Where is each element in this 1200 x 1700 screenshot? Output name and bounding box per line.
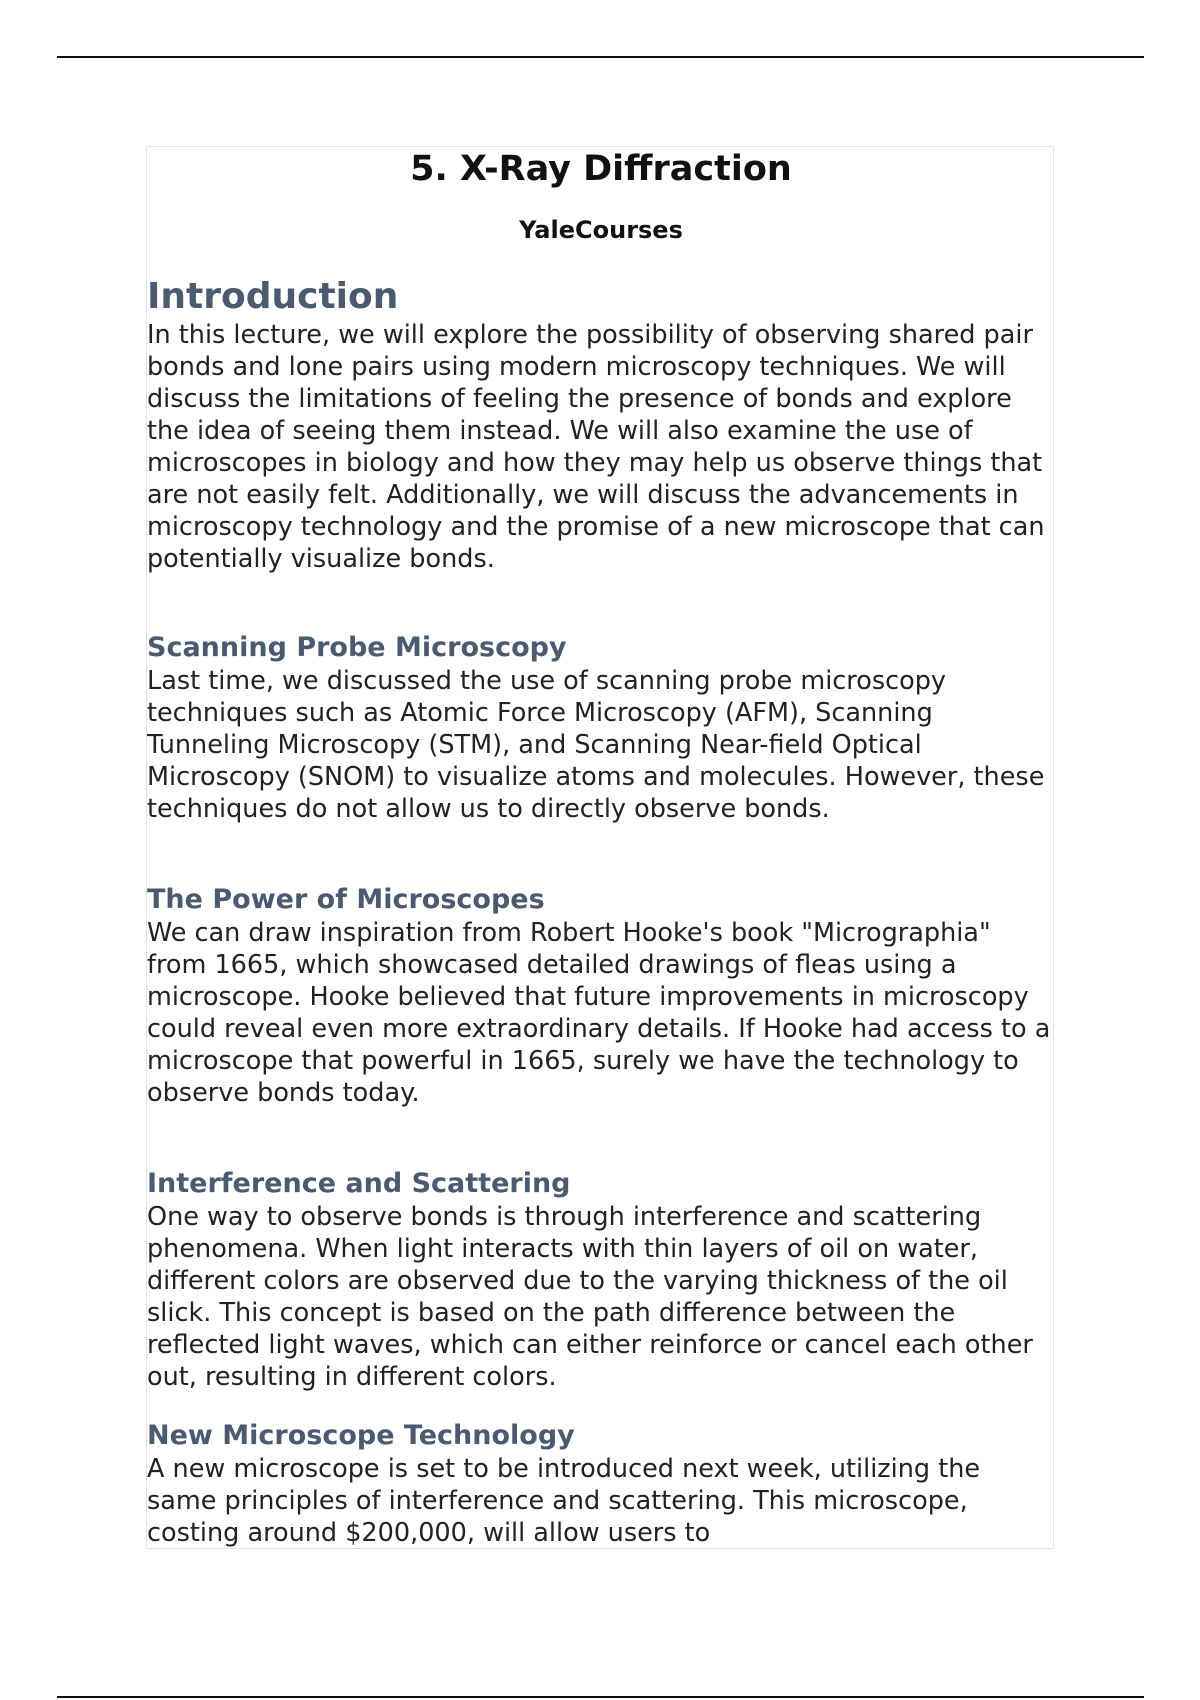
bottom-rule <box>57 1696 1144 1698</box>
section-heading-power-of-microscopes: The Power of Microscopes <box>147 884 545 915</box>
author-line: YaleCourses <box>519 216 683 244</box>
section-heading-new-microscope: New Microscope Technology <box>147 1420 575 1451</box>
document-card <box>146 146 1054 1549</box>
section-heading-interference-scattering: Interference and Scattering <box>147 1168 571 1199</box>
section-heading-introduction: Introduction <box>147 276 399 317</box>
section-body-new-microscope: A new microscope is set to be introduced next week, utilizing the same principles of interference and scattering. This microscope, costing around $200,000, will allow users to <box>147 1454 981 1548</box>
page-title: 5. X-Ray Diffraction <box>410 149 792 189</box>
section-body-introduction: In this lecture, we will explore the possibility of observing shared pair bonds and lone pairs using modern microscopy techniques. We will discuss the limitations of feeling the presence of bonds and explore the idea of seeing them instead. We will also examine the use of microscopes in biology and how they may help us observe things that are not easily felt. Additionally, we will discuss the advancements in microscopy technology and the promise of a new microscope that can potentially visualize bonds. <box>147 320 1045 574</box>
top-rule <box>57 56 1144 58</box>
section-body-power-of-microscopes: We can draw inspiration from Robert Hooke's book "Micrographia" from 1665, which showcased detailed drawings of fleas using a microscope. Hooke believed that future improvements in microscopy could reveal even more extraordinary details. If Hooke had access to a microscope that powerful in 1665, surely we have the technology to observe bonds today. <box>147 918 1051 1108</box>
section-heading-scanning-probe: Scanning Probe Microscopy <box>147 632 567 663</box>
section-body-interference-scattering: One way to observe bonds is through interference and scattering phenomena. When light interacts with thin layers of oil on water, different colors are observed due to the varying thickness of the oil slick. This concept is based on the path difference between the reflected light waves, which can either reinforce or cancel each other out, resulting in different colors. <box>147 1202 1033 1392</box>
section-body-scanning-probe: Last time, we discussed the use of scanning probe microscopy techniques such as Atomic Force Microscopy (AFM), Scanning Tunneling Microscopy (STM), and Scanning Near-field Optical Microscopy (SNOM) to visualize atoms and molecules. However, these techniques do not allow us to directly observe bonds. <box>147 666 1045 824</box>
